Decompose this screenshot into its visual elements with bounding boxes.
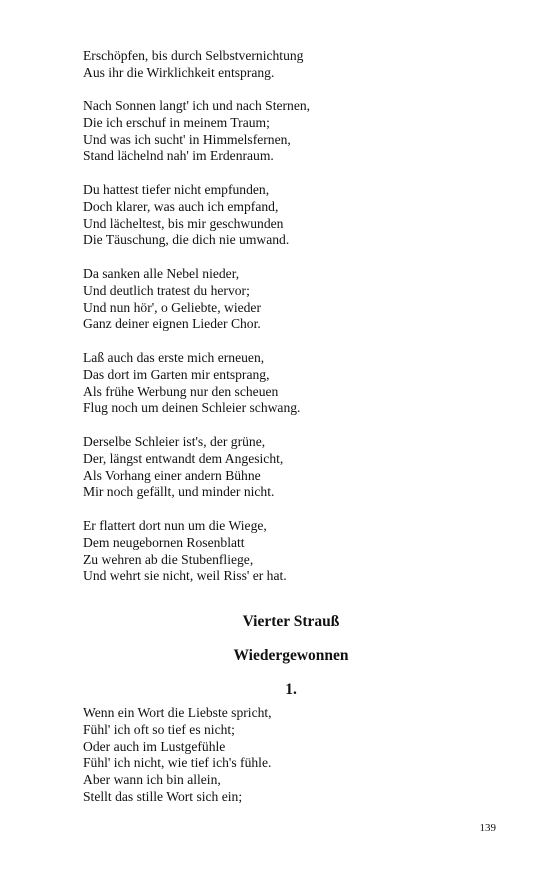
verse-line: Als Vorhang einer andern Bühne — [83, 467, 261, 483]
verse-line: Ganz deiner eignen Lieder Chor. — [83, 316, 261, 332]
verse-line: Und was ich sucht' in Himmelsfernen, — [83, 131, 291, 147]
section-title: Vierter Strauß — [242, 613, 340, 630]
verse-line: Mir noch gefällt, und minder nicht. — [83, 484, 275, 500]
verse-line: Und nun hör', o Geliebte, wieder — [83, 299, 261, 315]
verse-line: Zu wehren ab die Stubenfliege, — [83, 551, 254, 567]
verse-line: Aber wann ich bin allein, — [83, 772, 221, 788]
verse-line: Fühl' ich nicht, wie tief ich's fühle. — [83, 755, 272, 771]
stanza — [83, 434, 503, 501]
stanza — [83, 182, 503, 249]
verse-line: Oder auch im Lustgefühle — [83, 738, 226, 754]
verse-line: Aus ihr die Wirklichkeit entsprang. — [83, 64, 275, 80]
verse-line: Nach Sonnen langt' ich und nach Sternen, — [83, 98, 311, 113]
verse-line: Und lächeltest, bis mir geschwunden — [83, 215, 284, 231]
stanza — [83, 98, 503, 165]
verse-line: Die ich erschuf in meinem Traum; — [83, 114, 270, 130]
verse-line: Du hattest tiefer nicht empfunden, — [83, 182, 270, 197]
verse-line: Stellt das stille Wort sich ein; — [83, 788, 243, 804]
verse-line: Erschöpfen, bis durch Selbstvernichtung — [83, 48, 304, 63]
stanza — [83, 266, 503, 333]
verse-line: Und wehrt sie nicht, weil Riss' er hat. — [83, 568, 287, 584]
verse-line: Derselbe Schleier ist's, der grüne, — [83, 434, 266, 449]
verse-line: Wenn ein Wort die Liebste spricht, — [83, 705, 272, 720]
verse-line: Das dort im Garten mir entsprang, — [83, 366, 270, 382]
verse-line: Die Täuschung, die dich nie umwand. — [83, 232, 290, 248]
verse-line: Doch klarer, was auch ich empfand, — [83, 198, 279, 214]
stanza — [83, 705, 503, 806]
subsection-title: Wiedergewonnen — [233, 647, 349, 664]
verse-line: Stand lächelnd nah' im Erdenraum. — [83, 148, 274, 164]
verse-line: Flug noch um deinen Schleier schwang. — [83, 400, 301, 416]
poem-number: 1. — [285, 681, 297, 698]
verse-line: Fühl' ich oft so tief es nicht; — [83, 721, 235, 737]
verse-line: Dem neugebornen Rosenblatt — [83, 534, 245, 550]
verse-line: Laß auch das erste mich erneuen, — [83, 350, 265, 365]
stanza — [83, 350, 503, 417]
verse-line: Da sanken alle Nebel nieder, — [83, 266, 240, 281]
verse-line: Als frühe Werbung nur den scheuen — [83, 383, 279, 399]
verse-line: Er flattert dort nun um die Wiege, — [83, 518, 267, 533]
stanza — [83, 48, 503, 82]
verse-line: Der, längst entwandt dem Angesicht, — [83, 450, 284, 466]
verse-line: Und deutlich tratest du hervor; — [83, 282, 250, 298]
page-number: 139 — [479, 822, 496, 834]
stanza — [83, 518, 503, 585]
